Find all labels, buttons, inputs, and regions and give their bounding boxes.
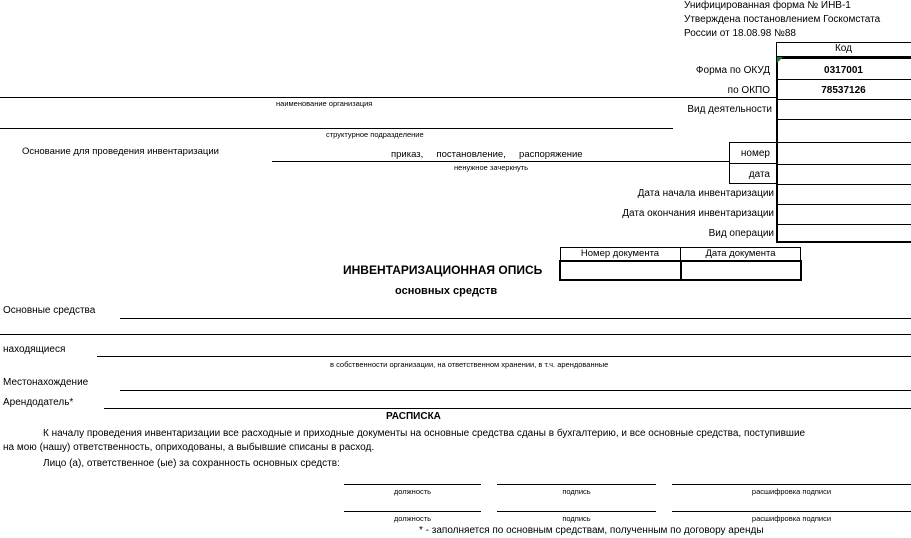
receipt-title: РАСПИСКА (386, 411, 441, 422)
receipt-text-1: К началу проведения инвентаризации все расходные и приходные документы на основные средства сданы в бухгалтерию, и все основные средства, поступившие (43, 428, 806, 439)
position-line-1[interactable] (344, 484, 481, 485)
division-caption: структурное подразделение (326, 130, 424, 139)
rule-line (776, 204, 911, 205)
decoding-line-2[interactable] (672, 511, 911, 512)
end-date-label: Дата окончания инвентаризации (622, 208, 774, 219)
okud-label: Форма по ОКУД (695, 65, 770, 76)
division-line[interactable] (0, 128, 673, 129)
rule-line (776, 184, 911, 185)
okud-value: 0317001 (824, 65, 863, 76)
activity-label: Вид деятельности (687, 104, 772, 115)
doc-date-cell[interactable] (682, 262, 800, 279)
rule-line (729, 163, 777, 164)
org-name-caption: наименование организация (276, 99, 373, 108)
form-date-label: России от 18.08.98 №88 (684, 28, 796, 39)
rule-line (776, 164, 911, 165)
org-name-line[interactable] (0, 97, 776, 98)
lessor-label: Арендодатель* (3, 397, 74, 408)
doc-number-cell[interactable] (561, 262, 679, 279)
assets-line-2[interactable] (0, 334, 911, 335)
okpo-label: по ОКПО (727, 85, 770, 96)
order-number-label: номер (740, 148, 770, 159)
receipt-text-3: Лицо (а), ответственное (ые) за сохранность основных средств: (43, 458, 340, 469)
start-date-label: Дата начала инвентаризации (637, 188, 774, 199)
form-approved-label: Утверждена постановлением Госкомстата (684, 14, 881, 25)
receipt-text-2: на мою (нашу) ответственность, оприходованы, а выбывшие списаны в расход. (3, 442, 375, 453)
position-caption-1: должность (393, 487, 432, 496)
located-line[interactable] (97, 356, 911, 357)
decoding-line-1[interactable] (672, 484, 911, 485)
page-title: ИНВЕНТАРИЗАЦИОННАЯ ОПИСЬ (343, 263, 543, 277)
cell-marker-icon (777, 57, 783, 63)
okpo-value: 78537126 (821, 85, 866, 96)
form-unified-label: Унифицированная форма № ИНВ-1 (684, 0, 851, 11)
rule-line (776, 119, 911, 120)
decoding-caption-2: расшифровка подписи (751, 514, 832, 523)
decoding-caption-1: расшифровка подписи (751, 487, 832, 496)
location-label: Местонахождение (3, 377, 89, 388)
signature-line-1[interactable] (497, 484, 656, 485)
signature-caption-1: подпись (562, 487, 591, 496)
kod-label: Код (834, 43, 852, 54)
rule-line (776, 99, 911, 100)
location-line[interactable] (120, 390, 911, 391)
doc-date-header: Дата документа (705, 248, 776, 259)
basis-options: приказ, постановление, распоряжение (391, 149, 583, 160)
signature-caption-2: подпись (562, 514, 591, 523)
position-line-2[interactable] (344, 511, 481, 512)
assets-label: Основные средства (3, 305, 96, 316)
doc-number-header: Номер документа (580, 248, 660, 259)
operation-label: Вид операции (708, 228, 774, 239)
basis-line[interactable] (272, 161, 729, 162)
footnote: * - заполняется по основным средствам, полученным по договору аренды (419, 525, 764, 536)
ownership-caption: в собственности организации, на ответственном хранении, в т.ч. арендованные (330, 360, 609, 369)
strike-caption: ненужное зачеркнуть (454, 163, 529, 172)
signature-line-2[interactable] (497, 511, 656, 512)
lessor-line[interactable] (104, 408, 911, 409)
order-date-label: дата (748, 169, 770, 180)
assets-line[interactable] (120, 318, 911, 319)
rule-line (776, 142, 911, 143)
rule-line (776, 79, 911, 80)
located-label: находящиеся (3, 344, 66, 355)
basis-label: Основание для проведения инвентаризации (22, 146, 219, 157)
page-subtitle: основных средств (395, 285, 498, 297)
position-caption-2: должность (393, 514, 432, 523)
rule-line (776, 224, 911, 225)
